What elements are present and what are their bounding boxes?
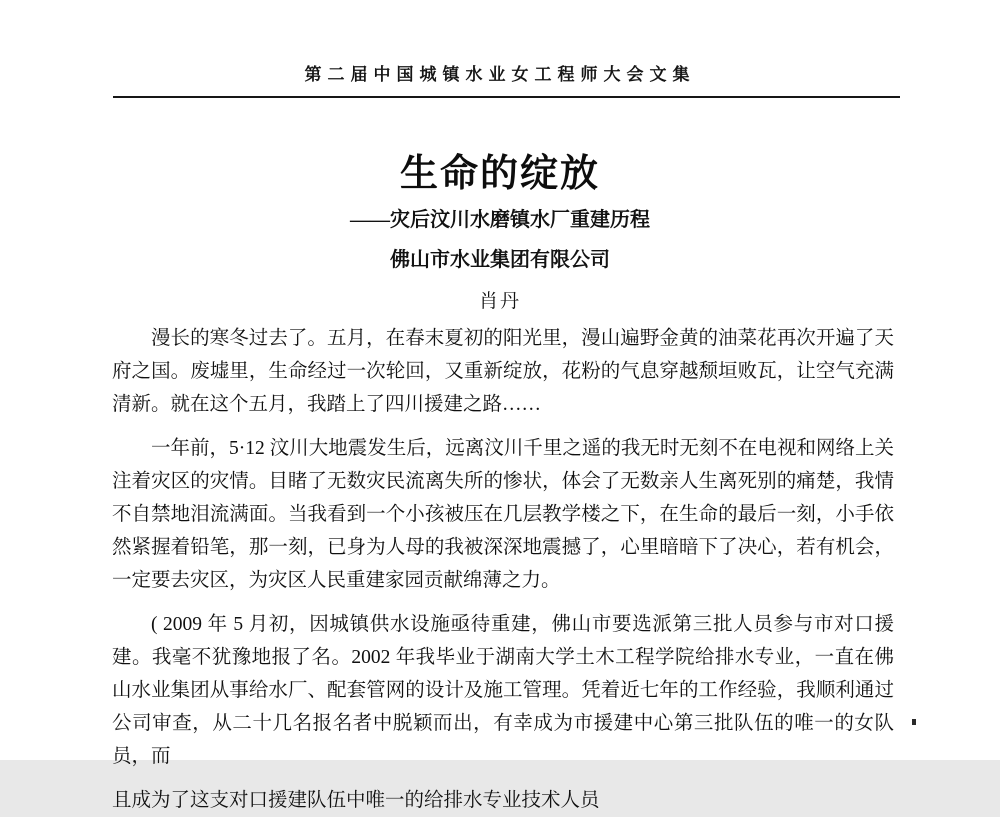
- author-affiliation: 佛山市水业集团有限公司: [390, 249, 610, 271]
- article-subtitle: ——灾后汶川水磨镇水厂重建历程: [350, 209, 650, 231]
- paragraph-2: 一年前，5·12 汶川大地震发生后，远离汶川千里之遥的我无时无刻不在电视和网络上关注着灾区的灾情。目睹了无数灾民流离失所的惨状，体会了无数亲人生离死别的痛楚，我情不自禁地泪流满面。当我看到一个小孩被压在几层教学楼之下，在生命的最后一刻，小手依然紧握着铅笔，那一刻，已身为人母的我被深深地震撼了，心里暗暗下了决心，若有机会，一定要去灾区，为灾区人民重建家园贡献绵薄之力。: [112, 438, 894, 591]
- paragraph-1: 漫长的寒冬过去了。五月，在春末夏初的阳光里，漫山遍野金黄的油菜花再次开遍了天府之国。废墟里，生命经过一次轮回，又重新绽放，花粉的气息穿越颓垣败瓦，让空气充满清新。就在这个五月，我踏上了四川援建之路……: [112, 328, 894, 415]
- paragraph-3: ( 2009 年 5 月初，因城镇供水设施亟待重建，佛山市要选派第三批人员参与市对口援建。我毫不犹豫地报了名。2002 年我毕业于湖南大学土木工程学院给排水专业，一直在佛山水业集团从事给水厂、配套管网的设计及施工管理。凭着近七年的工作经验，我顺利通过公司审查，从二十几名报名者中脱颖而出，有幸成为市援建中心第三批队伍的唯一的女队员，而: [112, 614, 894, 767]
- article-title: 生命的绽放: [399, 151, 600, 195]
- header-rule: [113, 96, 900, 98]
- paragraph-3-clipped-bottom-line: 且成为了这支对口援建队伍中唯一的给排水专业技术人员: [112, 790, 600, 811]
- article-body: [112, 322, 894, 817]
- running-header: 第二届中国城镇水业女工程师大会文集: [304, 65, 696, 84]
- author-name: 肖丹: [478, 291, 521, 312]
- scan-speck-artifact: [912, 719, 916, 725]
